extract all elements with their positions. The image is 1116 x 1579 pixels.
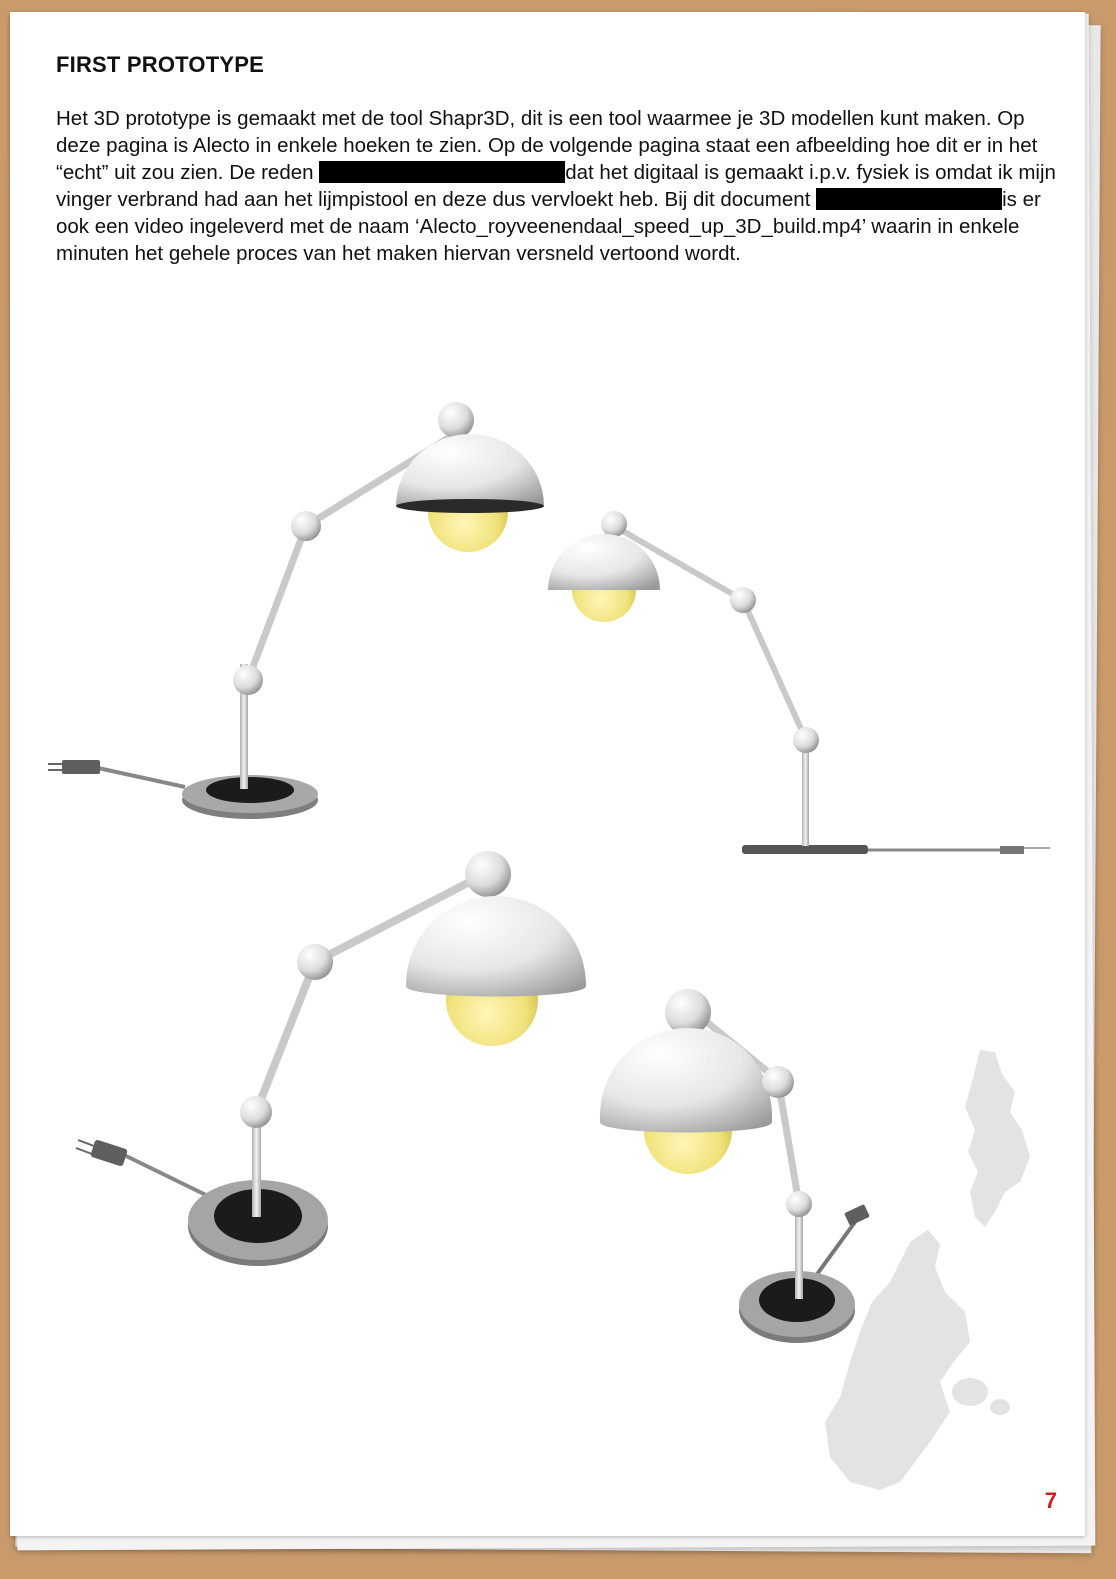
paragraph-text-part-2: dat het digitaal is gemaakt i.p.v. fysiek is omdat ik mijn vinger verbrand had aan het lijmpistool en deze dus vervloekt heb. Bij dit document [56,161,1056,211]
document-page [10,12,1085,1536]
lamp-render-perspective-right [600,989,870,1343]
redaction-bar [816,188,1002,210]
page-heading: FIRST PROTOTYPE [56,52,264,77]
map-watermark [825,1050,1030,1490]
intro-paragraph [56,105,1056,267]
lamp-render-side [548,511,1050,854]
paragraph-text-part-3: is er ook een video ingeleverd met de naam ‘Alecto_royveenendaal_speed_up_3D_build.mp4’ waarin in enkele minuten het gehele proces van het maken hiervan versneld vertoond wordt. [56,188,1041,265]
redaction-bar [319,161,565,183]
page-number: 7 [1044,1488,1057,1513]
lamp-render-perspective-left [76,851,586,1266]
lamp-render-front-left [48,402,544,819]
paragraph-text-part-1: Het 3D prototype is gemaakt met de tool Shapr3D, dit is een tool waarmee je 3D modellen kunt maken. Op deze pagina is Alecto in enkele hoeken te zien. Op de volgende pagina staat een afbeelding hoe dit er in het “echt” uit zou zien. De reden [56,107,1038,184]
